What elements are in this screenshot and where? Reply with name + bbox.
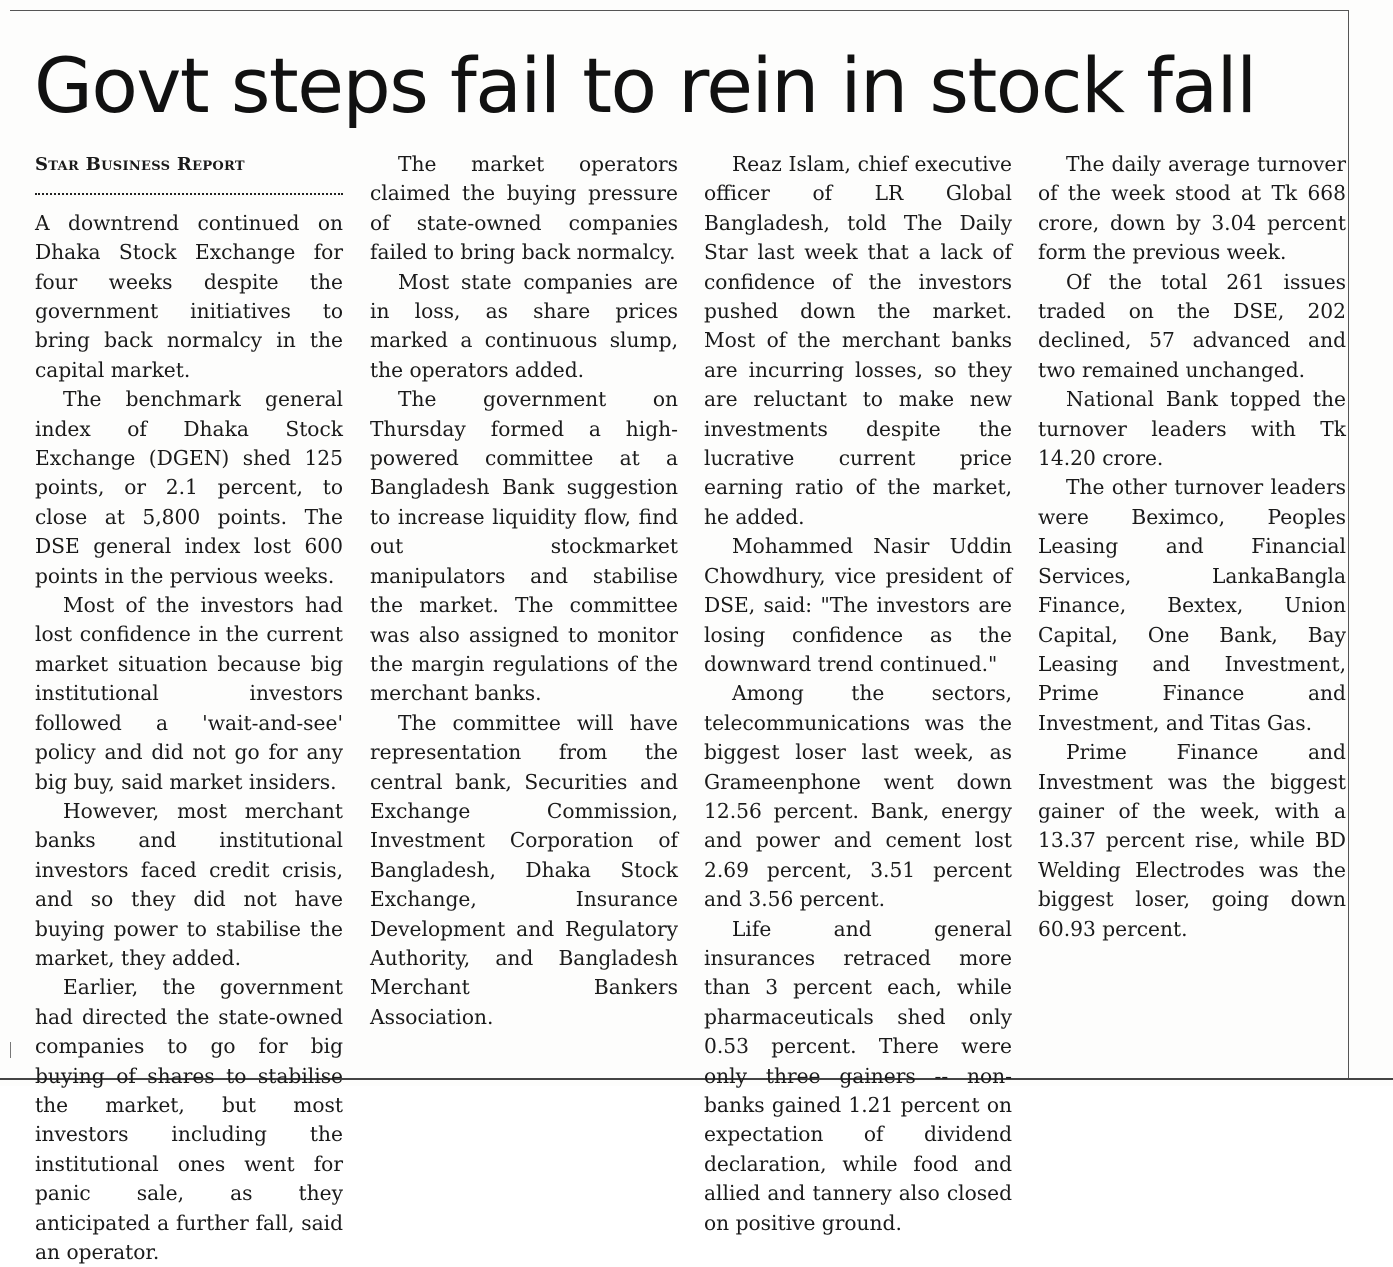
byline-dotted-rule (35, 179, 343, 208)
paragraph: The daily average turnover of the week stood at Tk 668 crore, down by 3.04 percent form the previous week. (1038, 152, 1346, 265)
paragraph: The benchmark general index of Dhaka Stock Exchange (DGEN) shed 125 points, or 2.1 percent, to close at 5,800 points. The DSE general index lost 600 points in the pervious weeks. (35, 387, 343, 588)
paragraph: Reaz Islam, chief executive officer of LR Global Bangladesh, told The Daily Star last week that a lack of confidence of the investors pushed down the market. Most of the merchant banks are incurring losses, so they are reluctant to make new investments despite the lucrative current price earning ratio of the market, he added. (704, 152, 1012, 529)
paragraph: Most state companies are in loss, as share prices marked a continuous slump, the operators added. (370, 269, 678, 382)
paragraph: Prime Finance and Investment was the biggest gainer of the week, with a 13.37 percent rise, while BD Welding Electrodes was the biggest loser, going down 60.93 percent. (1038, 740, 1346, 941)
paragraph: Among the sectors, telecommunications was the biggest loser last week, as Grameenphone went down 12.56 percent. Bank, energy and power and cement lost 2.69 percent, 3.51 percent and 3.56 percent. (704, 681, 1012, 912)
paragraph: National Bank topped the turnover leaders with Tk 14.20 crore. (1038, 387, 1346, 471)
paragraph: Earlier, the government had directed the state-owned companies to go for big buying of shares to stabilise the market, but most investors including the institutional ones went for panic sale, as they anticipated a further fall, said an operator. (35, 975, 343, 1265)
paragraph: A downtrend continued on Dhaka Stock Exchange for four weeks despite the government initiatives to bring back normalcy in the capital market. (35, 210, 343, 382)
paragraph: However, most merchant banks and institutional investors faced credit crisis, and so they did not have buying power to stabilise the market, they added. (35, 798, 343, 970)
right-border-rule (1348, 10, 1349, 1078)
column-3 (704, 150, 1012, 1235)
paragraph: Life and general insurances retraced more than 3 percent each, while pharmaceuticals shed only 0.53 percent. There were only three gainers -- non-banks gained 1.21 percent on expectation of dividend declaration, while food and allied and tannery also closed on positive ground. (704, 916, 1012, 1235)
column-2 (370, 150, 678, 1062)
paragraph: The other turnover leaders were Beximco, Peoples Leasing and Financial Services, LankaBangla Finance, Bextex, Union Capital, One Bank, Bay Leasing and Investment, Prime Finance and Investment, and Titas Gas. (1038, 475, 1346, 735)
paragraph: The committee will have representation from the central bank, Securities and Exchange Commission, Investment Corporation of Bangladesh, Dhaka Stock Exchange, Insurance Development and Regulatory Authority, and Bangladesh Merchant Bankers Association. (370, 710, 678, 1029)
column-1 (35, 150, 343, 1265)
top-border-rule (10, 10, 1348, 11)
article-body (35, 150, 1346, 1265)
paragraph: Most of the investors had lost confidence in the current market situation because big institutional investors followed a 'wait-and-see' policy and did not go for any big buy, said market insiders. (35, 593, 343, 794)
column-4 (1038, 150, 1346, 1062)
left-border-rule (10, 1042, 11, 1058)
paragraph: Mohammed Nasir Uddin Chowdhury, vice president of DSE, said: "The investors are losing confidence as the downward trend continued." (704, 534, 1012, 676)
headline: Govt steps fail to rein in stock fall (34, 41, 1256, 130)
paragraph: The government on Thursday formed a high-powered committee at a Bangladesh Bank suggestion to increase liquidity flow, find out stockmarket manipulators and stabilise the market. The committee was also assigned to monitor the margin regulations of the merchant banks. (370, 387, 678, 706)
paragraph: Of the total 261 issues traded on the DSE, 202 declined, 57 advanced and two remained unchanged. (1038, 269, 1346, 382)
byline: Star Business Report (35, 154, 245, 175)
paragraph: The market operators claimed the buying pressure of state-owned companies failed to bring back normalcy. (370, 152, 678, 265)
